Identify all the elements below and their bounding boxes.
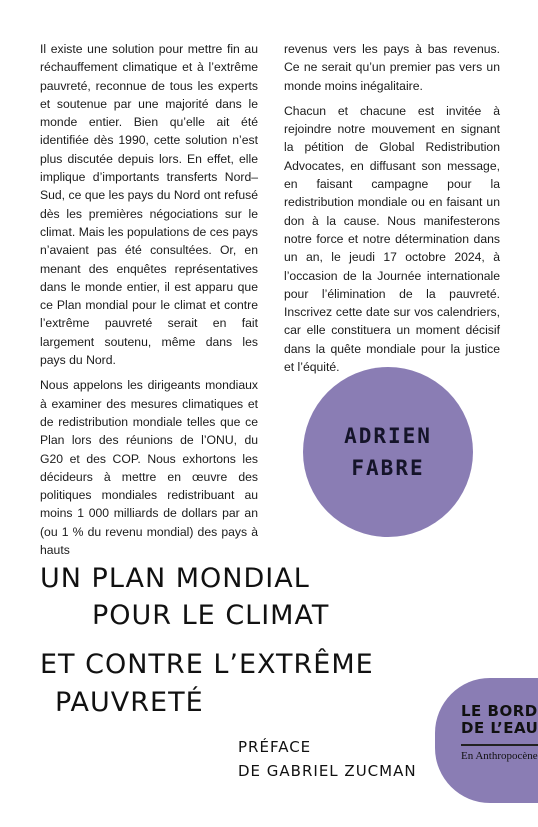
- paragraph: Chacun et chacune est invitée à rejoindre notre mouvement en signant la pétition de Global Redistribution Advocates, en diffusant son message, en faisant campagne pour la redistribution mondiale ou en faisant un don à la cause. Nous manifesterons notre force et notre détermination dans un an, le jeudi 17 octobre 2024, à l’occasion de la Journée internationale pour l’élimination de la pauvreté. Inscrivez cette date sur vos calendriers, car elle constituera un moment décisif dans la quête mondiale pour la justice et l’équité.: [284, 103, 500, 375]
- preface-author: DE GABRIEL ZUCMAN: [238, 762, 417, 780]
- preface-label: PRÉFACE: [238, 738, 312, 756]
- author-last-name: FABRE: [351, 456, 425, 480]
- book-title-line-4: PAUVRETÉ: [55, 687, 204, 718]
- book-title-line-3: ET CONTRE L’EXTRÊME: [40, 649, 374, 680]
- paragraph: Nous appelons les dirigeants mondiaux à examiner des mesures climatiques et de redistribution mondiale telles que ce Plan lors des réunions de l’ONU, du G20 et des COP. Nous exhortons les décideurs à mettre en œuvre des politiques mondiales redistribuant au moins 1 000 milliards de dollars par an (ou 1 % du revenu mondial) des pays à hauts: [40, 378, 258, 558]
- publisher-name-line-1: LE BORD: [461, 702, 538, 720]
- paragraph: Il existe une solution pour mettre fin au réchauffement climatique et à l’extrême pauvreté, reconnue de tous les experts et soutenue par une majorité dans le monde entier. Bien qu’elle ait été identifiée dès 1990, cette solution n’est plus discutée depuis lors. En effet, elle implique d’importants transferts Nord–Sud, ce que les pays du Nord ont refusé dès les premières négociations sur le climat. Mais les populations de ces pays n’avaient pas été consultées. Or, en menant des enquêtes représentatives dans le monde entier, il est apparu que ce Plan mondial pour le climat et contre l’extrême pauvreté serait en fait largement soutenu, même dans les pays du Nord.: [40, 42, 258, 368]
- publisher-collection: En Anthropocène: [461, 750, 538, 762]
- back-cover-text-right-column: [284, 40, 500, 383]
- publisher-divider: [461, 744, 538, 746]
- back-cover-text-left-column: [40, 40, 258, 566]
- paragraph: revenus vers les pays à bas revenus. Ce ne serait qu’un premier pas vers un monde moins inégalitaire.: [284, 42, 500, 93]
- publisher-name-line-2: DE L’EAU: [461, 719, 538, 737]
- publisher-logo: [435, 678, 538, 803]
- book-title-line-1: UN PLAN MONDIAL: [40, 563, 310, 594]
- author-circle: [303, 367, 473, 537]
- book-title-line-2: POUR LE CLIMAT: [92, 600, 330, 631]
- author-first-name: ADRIEN: [344, 424, 432, 448]
